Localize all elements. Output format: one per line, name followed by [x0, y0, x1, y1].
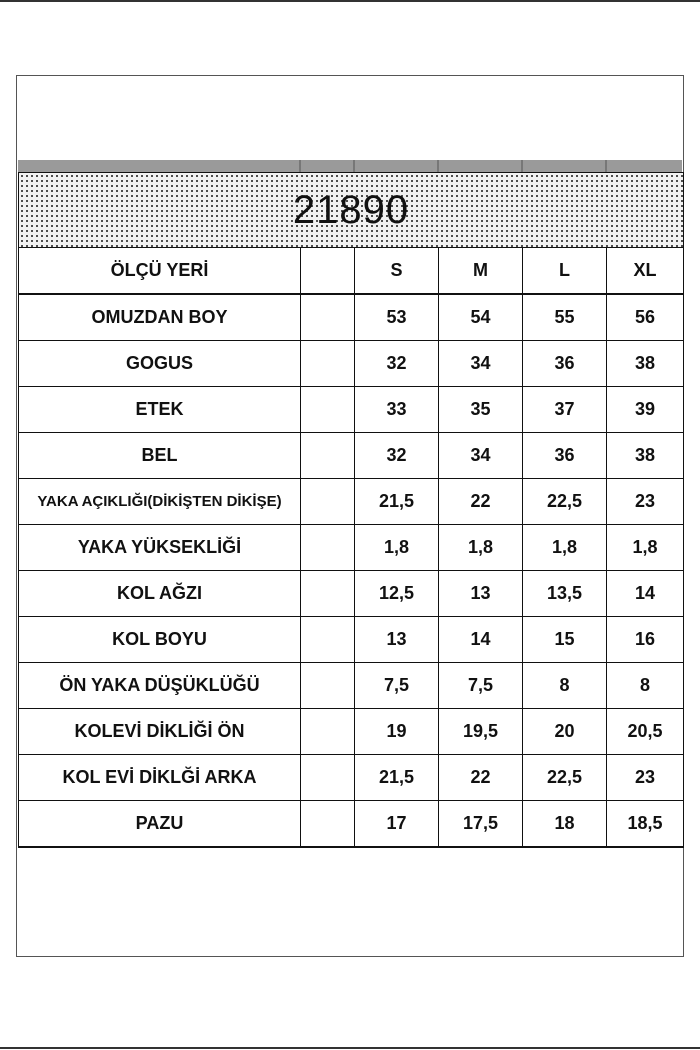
value-cell-xl: 56 [607, 294, 684, 341]
header-size-xl: XL [607, 248, 684, 295]
row-label: KOLEVİ DİKLİĞİ ÖN [19, 709, 301, 755]
table-row [19, 571, 684, 617]
value-cell-xl: 14 [607, 571, 684, 617]
value-cell-m: 19,5 [439, 709, 523, 755]
table-row [19, 709, 684, 755]
blank-cell [301, 755, 355, 801]
header-blank [301, 248, 355, 295]
row-label: PAZU [19, 801, 301, 848]
blank-cell [301, 479, 355, 525]
value-cell-l: 22,5 [523, 755, 607, 801]
strip-divider [605, 160, 607, 172]
value-cell-m: 14 [439, 617, 523, 663]
header-measurement: ÖLÇÜ YERİ [19, 248, 301, 295]
value-cell-s: 7,5 [355, 663, 439, 709]
value-cell-l: 36 [523, 341, 607, 387]
value-cell-xl: 39 [607, 387, 684, 433]
header-size-s: S [355, 248, 439, 295]
value-cell-l: 8 [523, 663, 607, 709]
top-border-line [0, 0, 700, 2]
value-cell-s: 21,5 [355, 755, 439, 801]
blank-cell [301, 709, 355, 755]
value-cell-s: 33 [355, 387, 439, 433]
value-cell-m: 7,5 [439, 663, 523, 709]
row-label: YAKA YÜKSEKLİĞİ [19, 525, 301, 571]
product-code: 21890 [292, 187, 410, 232]
value-cell-s: 12,5 [355, 571, 439, 617]
value-cell-s: 21,5 [355, 479, 439, 525]
blank-cell [301, 433, 355, 479]
blank-cell [301, 387, 355, 433]
row-label: BEL [19, 433, 301, 479]
header-size-l: L [523, 248, 607, 295]
value-cell-l: 37 [523, 387, 607, 433]
table-row [19, 294, 684, 341]
value-cell-l: 1,8 [523, 525, 607, 571]
table-row [19, 755, 684, 801]
row-label: YAKA AÇIKLIĞI(DİKİŞTEN DİKİŞE) [19, 479, 301, 525]
blank-cell [301, 663, 355, 709]
table-row [19, 525, 684, 571]
value-cell-m: 54 [439, 294, 523, 341]
strip-divider [353, 160, 355, 172]
column-header-strip [18, 160, 682, 172]
value-cell-l: 55 [523, 294, 607, 341]
value-cell-xl: 20,5 [607, 709, 684, 755]
measurement-rows [19, 294, 684, 847]
row-label: ÖN YAKA DÜŞÜKLÜĞÜ [19, 663, 301, 709]
bottom-border-line [0, 1047, 700, 1049]
table-row [19, 479, 684, 525]
table-row [19, 801, 684, 848]
blank-cell [301, 617, 355, 663]
blank-cell [301, 294, 355, 341]
row-label: KOL BOYU [19, 617, 301, 663]
row-label: GOGUS [19, 341, 301, 387]
value-cell-xl: 23 [607, 479, 684, 525]
value-cell-xl: 23 [607, 755, 684, 801]
value-cell-s: 17 [355, 801, 439, 848]
value-cell-l: 22,5 [523, 479, 607, 525]
table-row [19, 387, 684, 433]
value-cell-m: 22 [439, 479, 523, 525]
value-cell-l: 18 [523, 801, 607, 848]
table-row [19, 341, 684, 387]
value-cell-m: 35 [439, 387, 523, 433]
value-cell-s: 53 [355, 294, 439, 341]
strip-divider [437, 160, 439, 172]
value-cell-m: 22 [439, 755, 523, 801]
blank-cell [301, 525, 355, 571]
row-label: OMUZDAN BOY [19, 294, 301, 341]
row-label: KOL AĞZI [19, 571, 301, 617]
value-cell-l: 15 [523, 617, 607, 663]
value-cell-s: 1,8 [355, 525, 439, 571]
table-row [19, 663, 684, 709]
strip-divider [299, 160, 301, 172]
table-row [19, 617, 684, 663]
value-cell-xl: 38 [607, 341, 684, 387]
value-cell-xl: 16 [607, 617, 684, 663]
blank-cell [301, 801, 355, 848]
value-cell-s: 13 [355, 617, 439, 663]
value-cell-xl: 18,5 [607, 801, 684, 848]
size-chart-table [18, 172, 684, 848]
title-row [19, 173, 684, 248]
value-cell-s: 32 [355, 433, 439, 479]
value-cell-m: 13 [439, 571, 523, 617]
row-label: KOL EVİ DİKLĞİ ARKA [19, 755, 301, 801]
value-cell-l: 20 [523, 709, 607, 755]
table-row [19, 433, 684, 479]
value-cell-m: 1,8 [439, 525, 523, 571]
value-cell-xl: 38 [607, 433, 684, 479]
strip-divider [521, 160, 523, 172]
value-cell-s: 19 [355, 709, 439, 755]
value-cell-xl: 1,8 [607, 525, 684, 571]
value-cell-l: 13,5 [523, 571, 607, 617]
value-cell-m: 34 [439, 341, 523, 387]
value-cell-l: 36 [523, 433, 607, 479]
header-size-m: M [439, 248, 523, 295]
value-cell-m: 17,5 [439, 801, 523, 848]
value-cell-m: 34 [439, 433, 523, 479]
value-cell-s: 32 [355, 341, 439, 387]
header-row [19, 248, 684, 295]
product-code-cell [19, 173, 684, 248]
row-label: ETEK [19, 387, 301, 433]
value-cell-xl: 8 [607, 663, 684, 709]
blank-cell [301, 571, 355, 617]
blank-cell [301, 341, 355, 387]
